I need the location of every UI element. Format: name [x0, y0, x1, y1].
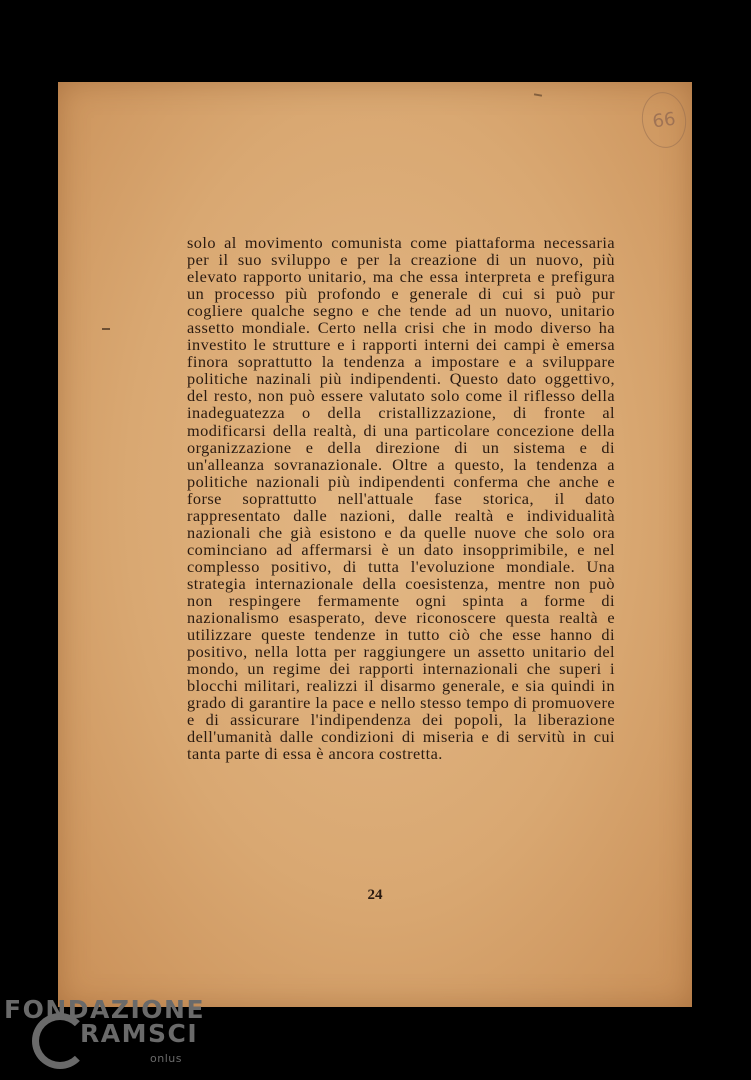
- body-text: solo al movimento comunista come piattaforma necessaria per il suo sviluppo e per la creazione di un nuovo, più elevato rapporto unitario, ma che essa interpreta e prefigura un processo più profondo e generale di cui si può pur cogliere qualche segno e che tende ad un nuovo, unitario assetto mondiale. Certo nella crisi che in modo diverso ha investito le strutture e i rapporti interni dei campi è emersa finora soprattutto la tendenza a impostare e a sviluppare politiche nazinali più indipendenti. Questo dato oggettivo, del resto, non può essere valutato solo come il riflesso della inadeguatezza o della cristallizzazione, di fronte al modificarsi della realtà, di una particolare concezione della organizzazione e della direzione di un sistema e di un'alleanza sovranazionale. Oltre a questo, la tendenza a politiche nazionali più indipendenti conferma che anche e forse soprattutto nell'attuale fase storica, il dato rappresentato dalle nazioni, dalle realtà e individualità nazionali che già esistono e da quelle nuove che solo ora cominciano ad affermarsi è un dato insopprimibile, e nel complesso positivo, di tutta l'evoluzione mondiale. Una strategia internazionale della coesistenza, mentre non può non respingere fermamente ogni spinta a forme di nazionalismo esasperato, deve riconoscere questa realtà e utilizzare queste tendenze in tutto ciò che esse hanno di positivo, nella lotta per raggiungere un assetto unitario del mondo, un regime dei rapporti internazionali che superi i blocchi militari, realizzi il disarmo generale, e sia quindi in grado di garantire la pace e nello stesso tempo di promuovere e di assicurare l'indipendenza dei popoli, la liberazione dell'umanità dalle condizioni di miseria e di servitù in cui tanta parte di essa è ancora costretta.: [187, 233, 616, 764]
- fondazione-gramsci-logo: [4, 995, 206, 1075]
- logo-subtitle: onlus: [150, 1052, 182, 1065]
- handwritten-page-mark: 66: [638, 89, 689, 151]
- ink-mark: [534, 93, 542, 96]
- logo-text-line1: FONDAZIONE: [4, 995, 206, 1024]
- page-number: 24: [367, 887, 383, 903]
- margin-mark: [102, 328, 110, 330]
- scanned-page: [58, 82, 692, 1007]
- logo-text-line2: RAMSCI: [80, 1019, 199, 1048]
